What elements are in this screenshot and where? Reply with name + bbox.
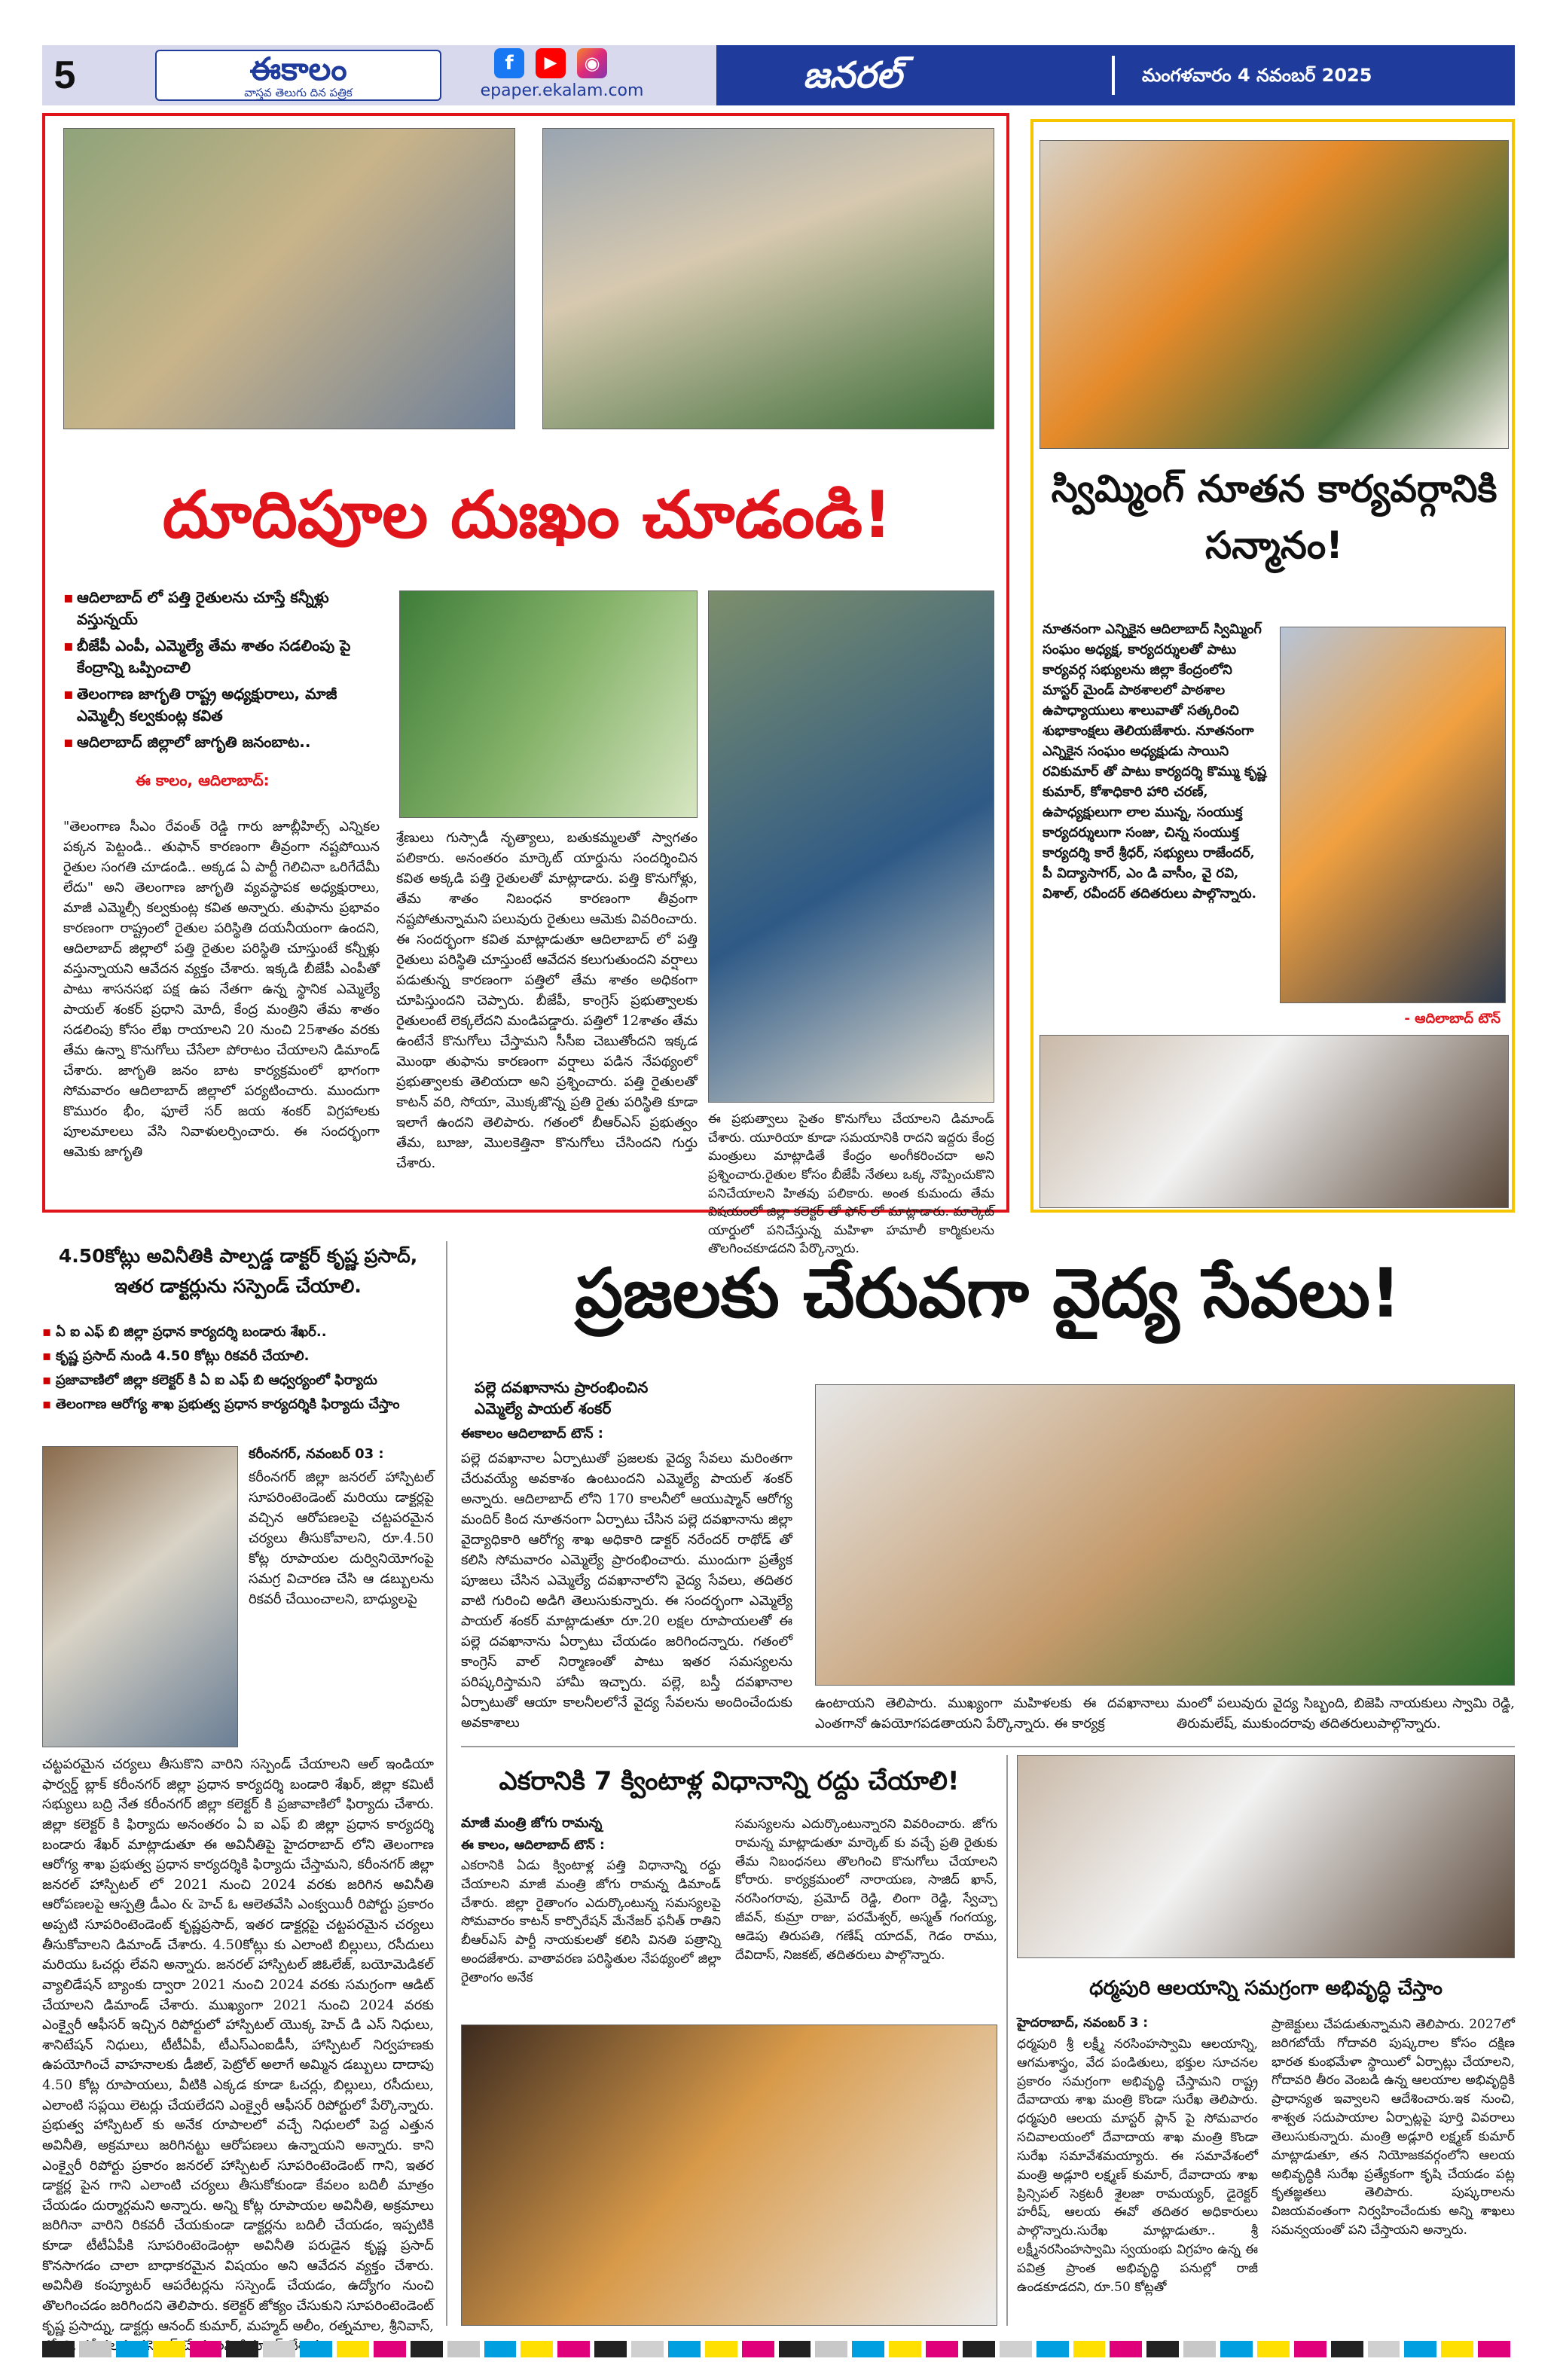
colorbar-swatch <box>1257 2341 1290 2357</box>
colorbar-swatch <box>484 2341 517 2357</box>
print-colorbar <box>42 2341 1515 2360</box>
story4-kicker-1: పల్లె దవఖానాను ప్రారంభించిన <box>475 1378 649 1396</box>
story3-bullet: ▪ కృష్ణ ప్రసాద్ నుండి 4.50 కోట్లు రికవరీ చేయాలి. <box>42 1347 434 1366</box>
colorbar-swatch <box>263 2341 295 2357</box>
colorbar-swatch <box>42 2341 75 2357</box>
story3-bullet: ▪ తెలంగాణ ఆరోగ్య శాఖ ప్రభుత్వ ప్రధాన కార్యదర్శికి ఫిర్యాదు చేస్తాం <box>42 1395 434 1414</box>
colorbar-swatch <box>1478 2341 1510 2357</box>
story5-dateline: ఈ కాలం, ఆదిలాబాద్ టౌన్ : <box>461 1838 605 1853</box>
photo-cotton-field <box>399 590 698 818</box>
story1-bullet-box <box>63 587 384 752</box>
colorbar-swatch <box>79 2341 111 2357</box>
colorbar-swatch <box>190 2341 222 2357</box>
story3-bullet: ▪ ఏ ఐ ఎఫ్ బి జిల్లా ప్రధాన కార్యదర్శి బండారు శేఖర్.. <box>42 1323 434 1342</box>
story6-dateline: హైదరాబాద్, నవంబర్ 3 : <box>1017 2015 1149 2031</box>
colorbar-swatch <box>926 2341 958 2357</box>
photo-clinic-inauguration <box>815 1384 1515 1686</box>
page-header <box>42 45 1515 105</box>
story6-headline: ధర్మపురి ఆలయాన్ని సమగ్రంగా అభివృద్ధి చేస్తాం <box>1089 1977 1443 2000</box>
story-village-clinic <box>461 1241 1515 1738</box>
story-hospital-corruption <box>42 1241 434 2354</box>
colorbar-swatch <box>557 2341 590 2357</box>
story2-credit: - ఆదిలాబాద్ టౌన్ <box>1404 1011 1501 1027</box>
photo-bandaru-shekar <box>42 1446 238 1747</box>
photo-swimming-officials <box>1280 627 1506 1003</box>
colorbar-swatch <box>852 2341 884 2357</box>
story6-column-1: ధర్మపురి శ్రీ లక్ష్మీ నరసింహస్వామి ఆలయాన్ని, ఆగమశాస్త్రం, వేద పండితులు, భక్తుల సూచనల ప్రకారం సమగ్రంగా అభివృద్ధి చేస్తామని రాష్ట్ర దేవాదాయ శాఖ మంత్రి కొండా సురేఖ తెలిపారు. ధర్మపురి ఆలయ మాస్టర్ ప్లాన్ పై సోమవారం సచివాలయంలో దేవాదాయ శాఖ మంత్రి కొండా సురేఖ సమావేశమయ్యారు. ఈ సమావేశంలో మంత్రి అడ్లూరి లక్ష్మణ్ కుమార్, దేవాదాయ శాఖ ప్రిన్సిపల్ సెక్రటరీ శైలజా రామయ్యర్, డైరెక్టర్ హరీష్, ఆలయ ఈవో తదితర అధికారులు పాల్గొన్నారు.సురేఖ మాట్లాడుతూ.. శ్రీ లక్ష్మీనరసింహస్వామి స్వయంభు విగ్రహం ఉన్న ఈ పవిత్ర ప్రాంత అభివృద్ధి పనుల్లో రాజీ ఉండకూడదని, రూ.50 కోట్లతో <box>1017 2037 1258 2295</box>
story3-bullets <box>42 1323 434 1414</box>
colorbar-swatch <box>1368 2341 1400 2357</box>
story5-headline: ఎకరానికి 7 క్వింటాళ్ల విధానాన్ని రద్దు చేయాలి! <box>499 1766 960 1796</box>
story1-bullet: ▪ బీజేపీ ఎంపీ, ఎమ్మెల్యే తేమ శాతం సడలింపు పై కేంద్రాన్ని ఒప్పించాలి <box>63 635 384 679</box>
colorbar-swatch <box>411 2341 443 2357</box>
story4-text-under-photo-1: ఉంటాయని తెలిపారు. ముఖ్యంగా మహిళలకు ఈ దవఖానాలు ఎంతగానో ఉపయోగపడతాయని పేర్కొన్నారు. ఈ కార్యక్ర <box>815 1695 1169 1732</box>
story-swimming-felicitation <box>1030 119 1515 1213</box>
photo-jogu-ramanna <box>461 2025 997 2326</box>
story3-text-body: చట్టపరమైన చర్యలు తీసుకొని వారిని సస్పెండ్ చేయాలని ఆల్ ఇండియా ఫార్వర్డ్ బ్లాక్ కరీంనగర్ జిల్లా ప్రధాన కార్యదర్శి బండారి శేఖర్, జిల్లా కమిటీ సభ్యులు బద్రి నేత కరీంనగర్ జిల్లా కలెక్టర్ కి ప్రజావాణిలో ఫిర్యాదు చేశారు. జిల్లా కలెక్టర్ కి ఫిర్యాదు అనంతరం ఏ ఐ ఎఫ్ బి జిల్లా ప్రధాన కార్యదర్శి బండారు శేఖర్ మాట్లాడుతూ ఈ అవినీతిపై హైదరాబాద్ లోని తెలంగాణ ఆరోగ్య శాఖ ప్రభుత్వ ప్రధాన కార్యదర్శికి ఫిర్యాదు చేస్తామని, కరీంనగర్ జిల్లా జనరల్ హాస్పిటల్ లో 2021 నుంచి 2024 వరకు జరిగిన అవినీతి ఆరోపణలపై ఆస్పత్రి డీఎం & హెచ్ ఓ ఆలెతవేసి ఎంక్వయిరీ రిపోర్టు ప్రకారం అప్పటి సూపరింటెండెంట్ కృష్ణప్రసాద్, ఇతర డాక్టర్లపై చట్టపరమైన చర్యలు తీసుకోవాలని డిమాండ్ చేశారు. 4.50కోట్లు కు ఎలాంటి బిల్లులు, రసీదులు మరియు ఓచర్లు లేవని అన్నారు. జనరల్ హాస్పిటల్ జిఓలేజ్, బయోమెడికల్ వ్యాలిడేషన్ బ్యాంకు ద్వారా 2021 నుంచి 2024 వరకు సమగ్రంగా ఆడిట్ చేయాలని డిమాండ్ చేశారు. ముఖ్యంగా 2021 నుంచి 2024 వరకు ఎంక్వైరీ ఆఫీసర్ ఇచ్చిన రిపోర్టులో హాస్పిటల్ యొక్క హెచ్ డి ఎస్ నిధులు, శానిటేషన్ నిధులు, టీటీఏపీ, టీఎస్ఎంఐడీసీ, హాస్పిటల్ నిర్వహణకు ఉపయోగించే వాహనాలకు డీజిల్, పెట్రోల్ అలాగే అమ్మిన డబ్బులు దాదాపు 4.50 కోట్ల రూపాయలు, వీటికి ఎక్కడ కూడా ఓచర్లు, బిల్లులు, రసీదులు, ఎలాంటి సప్లయి లెటర్లు చేయలేదని ఎంక్వైరీ ఆఫీసర్ రిపోర్టులో పేర్కొన్నారు. ప్రభుత్వ హాస్పిటల్ కు అనేక రూపాలలో వచ్చే నిధులలో పెద్ద ఎత్తున అవినీతి, అక్రమాలు జరిగినట్టు ఆరోపణలు ఉన్నాయని అన్నారు. కాని ఎంక్వైరీ రిపోర్టు ప్రకారం జనరల్ హాస్పిటల్ సూపరింటెండెంట్ గాని, ఇతర డాక్టర్ల పైన గాని ఎలాంటి చర్యలు తీసుకోకుండా కేవలం బదిలీ మాత్రం చేయడం దుర్మార్గమని అన్నారు. అన్ని కోట్ల రూపాయల అవినీతి, అక్రమాలు జరిగినా వారిని రికవరీ చేయకుండా డాక్టర్లను బదిలీ చేయడం, ఇప్పటికి కూడా టీటీఏపీకి సూపరింటెండెంట్గా అవినీతి పరుడైన కృష్ణ ప్రసాద్ కొనసాగడం చాలా బాధాకరమైన విషయం అని ఆవేదన వ్యక్తం చేశారు. అవినీతి కంప్యూటర్ ఆపరేటర్లను సస్పెండ్ చేయడం, ఉద్యోగం నుంచి తొలగించడం జరిగిందని తెలిపారు. కలెక్టర్ జోక్యం చేసుకుని సూపరింటెండెంట్ కృష్ణ ప్రసాద్ను, డాక్టర్లు ఆనంద్ కుమార్, మహ్మద్ అలీం, రత్నమాల, శ్రీనివాస్, డిమాండ్ <box>42 1756 434 2354</box>
story1-bullet: ▪ ఆదిలాబాద్ జిల్లాలో జాగృతి జనంబాట.. <box>63 731 384 753</box>
story1-dateline: ఈ కాలం, ఆదిలాబాద్: <box>136 771 270 789</box>
story1-bullets <box>63 587 384 753</box>
column-divider-2 <box>1006 1755 1008 2326</box>
photo-cotton-market <box>708 590 994 1103</box>
story4-text-under-photo-2: మంలో పలువురు వైద్య సిబ్బంది, బిజెపి నాయకులు స్వామి రెడ్డి, తిరుమలేష్, ముకుందరావు తదితరులుపాల్గొన్నారు. <box>1177 1695 1515 1732</box>
story1-column-2: శ్రేణులు గుస్సాడీ నృత్యాలు, బతుకమ్మలతో స్వాగతం పలికారు. అనంతరం మార్కెట్ యార్డును సందర్శించిన కవిత అక్కడి పత్తి రైతులతో మాట్లాడారు. పత్తి కొనుగోళ్లు, తేమ శాతం నిబంధన కారణంగా తీవ్రంగా నష్టపోతున్నామని పలువురు రైతులు ఆమెకు వివరించారు. ఈ సందర్భంగా కవిత మాట్లాడుతూ ఆదిలాబాద్ లో పత్తి రైతులు పరిస్థితి చూస్తుంటే ఆవేదన కలుగుతుందని వర్షాలు పడుతున్న కారణంగా పత్తిలో తేమ శాతం అధికంగా చూపిస్తుందని చెప్పారు. బీజేపీ, కాంగ్రెస్ ప్రభుత్వాలకు రైతులంటే లెక్కలేదని మండిపడ్డారు. పత్తిలో 12శాతం తేమ ఉంటేనే కొనుగోలు చేస్తామని సీసీఐ చెబుతోందని ఇక్కడ మొంథా తుఫాను కారణంగా వర్షాలు పడిన నేపథ్యంలో ప్రభుత్వాలకు తెలియదా అని ప్రశ్నించారు. పత్తి రైతులతో కాటన్ వరి, సోయా, మొక్కజొన్న ప్రతి రైతు పరిస్థితి కూడా ఇలాగే ఉందని తెలిపారు. గతంలో బీఆర్ఎస్ ప్రభుత్వం తేమ, బూజు, మొలకెత్తినా కొనుగోలు చేసిందని గుర్తు చేశారు. <box>396 830 698 1171</box>
issue-date: మంగళవారం 4 నవంబర్ 2025 <box>1142 65 1372 86</box>
colorbar-swatch <box>1294 2341 1327 2357</box>
colorbar-swatch <box>226 2341 258 2357</box>
colorbar-swatch <box>1183 2341 1216 2357</box>
story1-bullet: ▪ ఆదిలాబాద్ లో పత్తి రైతులను చూస్తే కన్నీళ్లు వస్తున్నయ్ <box>63 587 384 630</box>
colorbar-swatch <box>779 2341 811 2357</box>
website-link[interactable]: epaper.ekalam.com <box>480 81 644 100</box>
story1-bullet: ▪ తెలంగాణ జాగృతి రాష్ట్ర అధ్యక్షురాలు, మాజీ ఎమ్మెల్సీ కల్వకుంట్ల కవిత <box>63 683 384 727</box>
story5-column-1: ఎకరానికి ఏడు క్వింటాళ్ల పత్తి విధానాన్ని రద్దు చేయాలని మాజీ మంత్రి జోగు రామన్న డిమాండ్ చేశారు. జిల్లా రైతాంగం ఎదుర్కొంటున్న సమస్యలపై సోమవారం కాటన్ కార్పొరేషన్ మేనేజర్ ఫనీత్ రాతిని బీఆర్ఎస్ పార్టీ నాయకులతో కలిసి వినతి పత్రాన్ని అందజేశారు. వాతావరణ పరిస్థితుల నేపథ్యంలో జిల్లా రైతాంగం అనేక <box>461 1858 721 1985</box>
colorbar-swatch <box>1000 2341 1032 2357</box>
colorbar-swatch <box>374 2341 406 2357</box>
colorbar-swatch <box>1441 2341 1473 2357</box>
colorbar-swatch <box>521 2341 553 2357</box>
colorbar-swatch <box>594 2341 627 2357</box>
colorbar-swatch <box>300 2341 332 2357</box>
colorbar-swatch <box>668 2341 701 2357</box>
story4-headline: ప్రజలకు చేరువగా వైద్య సేవలు! <box>575 1254 1401 1333</box>
youtube-icon[interactable]: ▶ <box>536 48 566 78</box>
section-title: జనరల్ <box>803 54 902 96</box>
story4-kicker <box>461 1377 785 1419</box>
colorbar-swatch <box>1404 2341 1436 2357</box>
photo-swimming-group <box>1040 140 1509 449</box>
masthead-logo <box>155 50 441 101</box>
story-cotton-farmers <box>42 113 1009 1257</box>
logo-text: ఈకాలం <box>249 50 347 87</box>
colorbar-swatch <box>1036 2341 1069 2357</box>
story4-text: పల్లె దవఖానాల ఏర్పాటుతో ప్రజలకు వైద్య సేవలు మరింతగా చేరువయ్యే అవకాశం ఉంటుందని ఎమ్మెల్యే పాయల్ శంకర్ అన్నారు. ఆదిలాబాద్ లోని 170 కాలనీలో ఆయుష్మాన్ ఆరోగ్య మందిర్ కింద నూతనంగా ఏర్పాటు చేసిన పల్లె దవఖానాను జిల్లా వైద్యాధికారి ఆరోగ్య శాఖ అధికారి డాక్టర్ నరేందర్ రాథోడ్ తో కలిసి సోమవారం ఎమ్మెల్యే ప్రారంభించారు. ముందుగా ప్రత్యేక పూజలు చేసిన ఎమ్మెల్యే దవఖానాలోని వైద్య సేవలు, తదితర వాటి గురించి అడిగి తెలుసుకున్నారు. ఈ సందర్భంగా ఎమ్మెల్యే పాయల్ శంకర్ మాట్లాడుతూ రూ.20 లక్షల రూపాయలతో ఈ పల్లె దవఖానాను ఏర్పాటు చేయడం జరిగిందన్నారు. గతంలో కాంగ్రెస్ వాల్ నిర్మాణంతో పాటు ఇతర సమస్యలను పరిష్కరిస్తామని హామీ ఇచ్చారు. పల్లె, బస్తీ దవఖానాల ఏర్పాటుతో ఆయా కాలనీలలోనే వైద్య సేవలను అందించేందుకు అవకాశాలు <box>461 1451 792 1731</box>
instagram-icon[interactable]: ◉ <box>577 48 607 78</box>
story2-text: నూతనంగా ఎన్నికైన ఆదిలాబాద్ స్విమ్మింగ్ సంఘం అధ్యక్ష, కార్యదర్శులతో పాటు కార్యవర్గ సభ్యులను జిల్లా కేంద్రంలోని మాస్టర్ మైండ్ పాఠశాలలో పాఠశాల ఉపాధ్యాయులు శాలువాతో సత్కరించి శుభాకాంక్షలు తెలియజేశారు. నూతనంగా ఎన్నికైన సంఘం అధ్యక్షుడు సాయిని రవికుమార్ తో పాటు కార్యదర్శి కొమ్ము కృష్ణ కుమార్, కోశాధికారి హారి చరణ్, ఉపాధ్యక్షులుగా లాల మున్న, సంయుక్త కార్యదర్శులుగా సంజు, చిన్న సంయుక్త కార్యదర్శి కారే శ్రీధర్, సభ్యులు రాజేందర్, పీ విద్యాసాగర్, ఎం డి వాసీం, వై రవి, విశాల్, రవీందర్ తదితరులు పాల్గొన్నారు. <box>1043 621 1267 902</box>
story1-headline: దూదిపూల దుఃఖం చూడండి! <box>162 478 893 553</box>
column-divider <box>446 1241 447 2326</box>
story-dharmapuri-temple <box>1017 1755 1515 2326</box>
story2-headline: స్విమ్మింగ్ నూతన కార్యవర్గానికి సన్మానం! <box>1051 467 1497 567</box>
colorbar-swatch <box>116 2341 148 2357</box>
colorbar-swatch <box>1331 2341 1363 2357</box>
photo-kavitha-walk <box>542 128 994 429</box>
photo-swimming-school <box>1040 1035 1509 1208</box>
colorbar-strip <box>42 2341 1515 2357</box>
story1-column-1: "తెలంగాణ సీఎం రేవంత్ రెడ్డి గారు జూబ్లీహిల్స్ ఎన్నికల పక్కన పెట్టండి.. తుఫాన్ కారణంగా తీవ్రంగా నష్టపోయిన రైతుల సంగతి చూడండి.. అక్కడ ఏ పార్టీ గెలిచినా ఒరిగేదేమీ లేదు" అని తెలంగాణ జాగృతి వ్యవస్థాపక అధ్యక్షురాలు, మాజీ ఎమ్మెల్సీ కల్వకుంట్ల కవిత అన్నారు. తుఫాను ప్రభావం కారణంగా రాష్ట్రంలో రైతుల పరిస్థితి దయనీయంగా ఉందని, ఆదిలాబాద్ జిల్లాలో పత్తి రైతుల పరిస్థితి చూస్తుంటే కన్నీళ్లు వస్తున్నాయని ఆవేదన వ్యక్తం చేశారు. ఇక్కడి బీజేపీ ఎంపీతో పాటు శాసనసభ పక్ష ఉప నేతగా ఉన్న స్థానిక ఎమ్మెల్యే పాయల్ శంకర్ ప్రధాని మోదీ, కేంద్ర మంత్రిని తేమ శాతం సడలింపు కోసం లేఖ రాయాలని 20 నుంచి 25శాతం వరకు తేమ ఉన్నా కొనుగోలు చేసేలా పోరాటం చేయాలని డిమాండ్ చేశారు. జాగృతి జనం బాట కార్యక్రమంలో భాగంగా సోమవారం ఆదిలాబాద్ జిల్లాలో పర్యటించారు. ముందుగా కొమురం భీం, ఫూలే సర్ జయ శంకర్ విగ్రహాలకు పూలమాలలు వేసి నివాళులర్పించారు. ఈ సందర్భంగా ఆమెకు జాగృతి <box>63 819 380 1160</box>
photo-kavitha-press <box>63 128 515 429</box>
colorbar-swatch <box>963 2341 995 2357</box>
page-number: 5 <box>53 53 76 97</box>
story3-text-beside: కరీంనగర్ జిల్లా జనరల్ హాస్పిటల్ సూపరింటెండెంట్ మరియు డాక్టర్లపై వచ్చిన ఆరోపణలపై చట్టపరమైన చర్యలు తీసుకోవాలని, రూ.4.50 కోట్ల రూపాయల దుర్వినియోగంపై సమగ్ర విచారణ చేసి ఆ డబ్బులను రికవరీ చేయించాలని, బాధ్యులపై <box>249 1469 434 1607</box>
story4-dateline: ఈకాలం ఆదిలాబాద్ టౌన్ : <box>461 1426 603 1442</box>
story6-column-2: ప్రాజెక్టులు చేపడుతున్నామని తెలిపారు. 2027లో జరిగబోయే గోదావరి పుష్కరాల కోసం దక్షిణ భారత కుంభమేళా స్థాయిలో ఏర్పాట్లు చేయాలని, గోదావరి తీరం వెంబడి ఉన్న ఆలయాల అభివృద్ధికి ప్రాధాన్యత ఇవ్వాలని ఆదేశించారు.ఇక నుంచి, శాశ్వత సదుపాయాల ఏర్పాట్లపై పూర్తి వివరాలు తెలుసుకున్నారు. మంత్రి అడ్లూరి లక్ష్మణ్ కుమార్ మాట్లాడుతూ, తన నియోజకవర్గంలోని ఆలయ అభివృద్ధికి సురేఖ ప్రత్యేకంగా కృషి చేయడం పట్ల కృతజ్ఞతలు తెలిపారు. పుష్కరాలను విజయవంతంగా నిర్వహించేందుకు అన్ని శాఖలు సమన్వయంతో పని చేస్తాయని అన్నారు. <box>1272 2017 1515 2238</box>
colorbar-swatch <box>153 2341 185 2357</box>
story3-headline: 4.50కోట్లు అవినీతికి పాల్పడ్డ డాక్టర్ కృష్ణ ప్రసాద్, ఇతర డాక్టర్లును సస్పెండ్ చేయాలి. <box>58 1245 418 1297</box>
colorbar-swatch <box>1220 2341 1253 2357</box>
logo-tagline: వాస్తవ తెలుగు దిన పత్రిక <box>244 86 353 99</box>
colorbar-swatch <box>1110 2341 1142 2357</box>
section-divider <box>461 1746 1515 1747</box>
colorbar-swatch <box>705 2341 737 2357</box>
colorbar-swatch <box>889 2341 921 2357</box>
story2-text-block <box>1043 619 1268 1026</box>
facebook-icon[interactable]: f <box>494 48 524 78</box>
story5-bullet: మాజీ మంత్రి జోగు రామన్న <box>461 1815 603 1831</box>
story5-column-2: సమస్యలను ఎదుర్కొంటున్నారని వివరించారు. జోగు రామన్న మాట్లాడుతూ మార్కెట్ కు వచ్చే ప్రతి రైతుకు తేమ నిబంధనలు తొలగించి కొనుగోలు చేయాలని కోరారు. కార్యక్రమంలో నారాయణ, సాజిద్ ఖాన్, నరసింగరావు, ప్రమోద్ రెడ్డి, లింగా రెడ్డి, స్వేచ్చా జీవన్, కుమ్రా రాజు, పరమేశ్వర్, అస్మత్ గంగయ్య, ఆడెపు తిరుపతి, గణేష్ యాదవ్, గెడం రాము, దేవిదాస్, నిజకట్, తదితరులు పాల్గొన్నారు. <box>735 1817 997 1963</box>
colorbar-swatch <box>1146 2341 1179 2357</box>
story-cotton-quintal <box>461 1755 997 2326</box>
colorbar-swatch <box>742 2341 774 2357</box>
story1-column-3: ఈ ప్రభుత్వాలు సైతం కొనుగోలు చేయాలని డిమాండ్ చేశారు. యూరియా కూడా సమయానికి రాదని ఇద్దరు కేంద్ర మంత్రులు మాట్లాడితే కేంద్రం అంగీకరించదా అని ప్రశ్నించారు.రైతుల కోసం బీజేపీ నేతలు ఒక్క నొప్పించుకొని పనిచేయాలని హితవు పలికారు. అంత కుమందు తేమ విషయంలో జిల్లా కలెక్టర్ తో ఫోన్ లో మాట్లాడారు. మార్కెట్ యార్డులో పనిచేస్తున్న మహిళా హమాలీ కార్మికులను తొలగించకూడదని పేర్కొన్నారు. <box>708 1112 994 1257</box>
story4-kicker-2: ఎమ్మెల్యే పాయల్ శంకర్ <box>475 1399 612 1417</box>
photo-temple-meeting <box>1017 1755 1515 1958</box>
header-divider <box>1112 56 1115 95</box>
colorbar-swatch <box>447 2341 480 2357</box>
colorbar-swatch <box>631 2341 664 2357</box>
story3-bullet: ▪ ప్రజావాణిలో జిల్లా కలెక్టర్ కి ఏ ఐ ఎఫ్ బి ఆధ్వర్యంలో ఫిర్యాదు <box>42 1371 434 1390</box>
colorbar-swatch <box>337 2341 369 2357</box>
colorbar-swatch <box>815 2341 847 2357</box>
story3-dateline: కరీంనగర్, నవంబర్ 03 : <box>249 1446 384 1462</box>
colorbar-swatch <box>1073 2341 1106 2357</box>
